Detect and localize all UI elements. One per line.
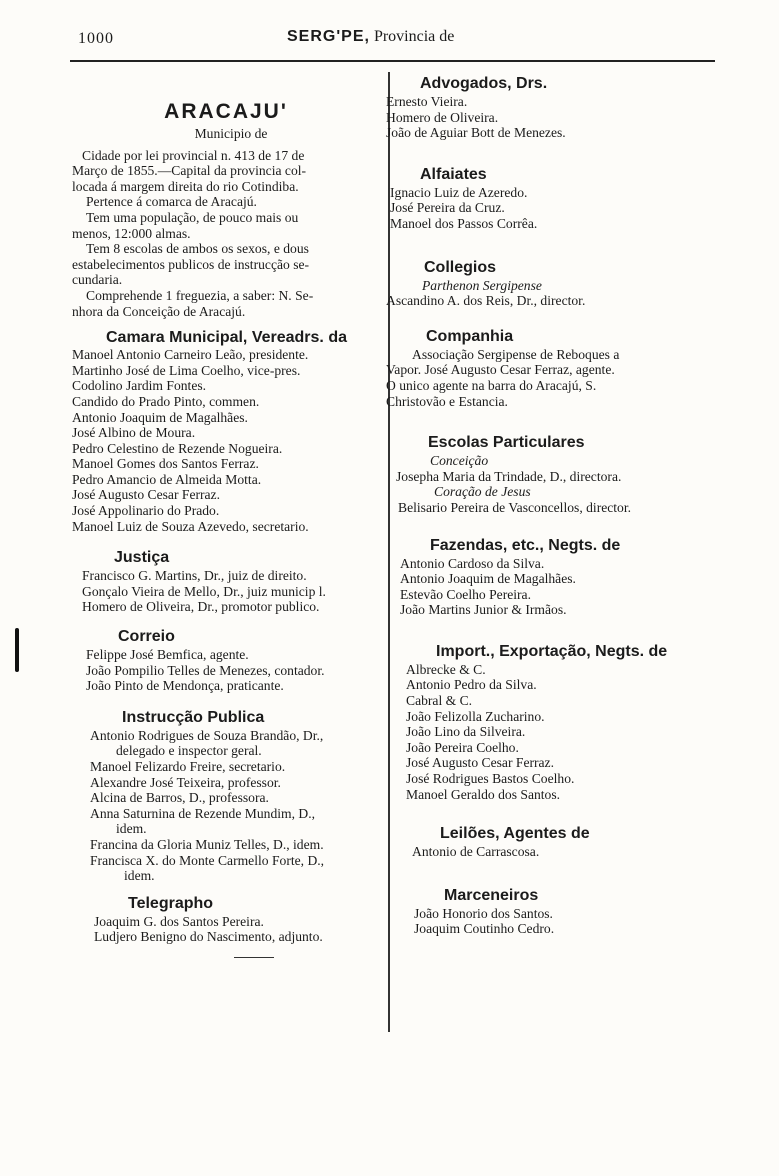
list-item: Antonio Joaquim de Magalhães. <box>72 409 248 425</box>
city-title: ARACAJU' <box>164 100 288 123</box>
list-item: delegado e inspector geral. <box>116 743 262 759</box>
list-item: José Augusto Cesar Ferraz. <box>406 755 554 771</box>
end-dash <box>234 957 274 959</box>
list-item: João de Aguiar Bott de Menezes. <box>386 125 566 141</box>
list-item: Martinho José de Lima Coelho, vice-pres. <box>72 362 301 378</box>
alfaiates-list <box>386 185 716 232</box>
camara-list <box>72 347 390 534</box>
intro-line: Tem uma população, de pouco mais ou <box>86 209 299 225</box>
list-item: Joaquim G. dos Santos Pereira. <box>94 913 264 929</box>
list-item: Francisco G. Martins, Dr., juiz de direito. <box>82 568 307 584</box>
list-item: João Pinto de Mendonça, praticante. <box>86 678 284 694</box>
list-item: Josepha Maria da Trindade, D., directora. <box>396 468 622 484</box>
section-heading-escolas: Escolas Particulares <box>428 434 585 452</box>
list-item: Antonio Cardoso da Silva. <box>400 555 545 571</box>
escola-name: Coração de Jesus <box>434 484 531 500</box>
list-item: Ernesto Vieira. <box>386 94 468 109</box>
list-item: Associação Sergipense de Reboques a <box>412 346 620 362</box>
section-heading-import: Import., Exportação, Negts. de <box>436 642 668 660</box>
import-list <box>386 662 716 802</box>
list-item: João Honorio dos Santos. <box>414 905 553 921</box>
list-item: Alcina de Barros, D., professora. <box>90 790 269 806</box>
list-item: Vapor. José Augusto Cesar Ferraz, agente. <box>386 362 615 378</box>
list-item: Pedro Amancio de Almeida Motta. <box>72 471 262 487</box>
intro-line: Cidade por lei provincial n. 413 de 17 de <box>82 147 305 163</box>
province-name: SERG'PE, <box>287 28 370 45</box>
intro-line: Março de 1855.—Capital da provincia col- <box>72 163 307 179</box>
section-heading-alfaiates: Alfaiates <box>420 165 487 183</box>
escola-name: Conceição <box>430 453 489 469</box>
section-heading-justica: Justiça <box>114 549 170 567</box>
list-item: José Pereira da Cruz. <box>390 200 505 216</box>
intro-paragraph <box>72 148 390 320</box>
list-item: Manoel Geraldo dos Santos. <box>406 786 561 802</box>
list-item: João Pereira Coelho. <box>406 739 519 755</box>
advogados-list <box>386 94 716 141</box>
section-heading-marceneiros: Marceneiros <box>444 886 539 904</box>
list-item: Belisario Pereira de Vasconcellos, director. <box>398 499 632 515</box>
section-heading-fazendas: Fazendas, etc., Negts. de <box>430 536 621 554</box>
section-heading-leiloes: Leilões, Agentes de <box>440 825 590 843</box>
list-item: Christovão e Estancia. <box>386 393 508 409</box>
province-label: Provincia de <box>373 28 455 45</box>
section-heading-correio: Correio <box>118 628 175 646</box>
list-item: João Pompilio Telles de Menezes, contador. <box>86 662 325 678</box>
list-item: Antonio Pedro da Silva. <box>406 677 537 693</box>
section-heading-camara: Camara Municipal, Vereadrs. da <box>106 329 347 347</box>
list-item: idem. <box>116 821 147 837</box>
intro-line: locada á margem direita do rio Cotindiba. <box>72 178 299 194</box>
section-heading-telegrapho: Telegrapho <box>128 894 214 912</box>
list-item: idem. <box>124 868 155 884</box>
list-item: Homero de Oliveira, Dr., promotor publico. <box>82 599 320 615</box>
margin-mark <box>15 628 19 672</box>
list-item: José Albino de Moura. <box>72 425 196 441</box>
companhia-list <box>386 347 716 409</box>
instrucao-list <box>72 728 390 884</box>
telegrapho-list <box>72 914 390 945</box>
list-item: Alexandre José Teixeira, professor. <box>90 774 281 790</box>
list-item: Manoel dos Passos Corrêa. <box>390 215 538 231</box>
fazendas-list <box>386 556 716 618</box>
header-rule <box>70 60 715 62</box>
list-item: Gonçalo Vieira de Mello, Dr., juiz municip l. <box>82 583 326 599</box>
section-heading-instrucao: Instrucção Publica <box>122 708 265 726</box>
list-item: Candido do Prado Pinto, commen. <box>72 393 260 409</box>
list-item: Felippe José Bemfica, agente. <box>86 647 249 663</box>
right-column <box>386 74 716 937</box>
list-item: José Rodrigues Bastos Coelho. <box>406 771 575 787</box>
intro-line: cundaria. <box>72 272 123 288</box>
list-item: Antonio de Carrascosa. <box>412 844 540 860</box>
list-item: Manoel Antonio Carneiro Leão, presidente. <box>72 347 309 363</box>
intro-line: nhora da Conceição de Aracajú. <box>72 303 246 319</box>
list-item: Ascandino A. dos Reis, Dr., director. <box>386 293 586 309</box>
collegio-name: Parthenon Sergipense <box>422 277 542 293</box>
list-item: Joaquim Coutinho Cedro. <box>414 921 555 937</box>
list-item: Manoel Felizardo Freire, secretario. <box>90 759 286 774</box>
list-item: Ludjero Benigno do Nascimento, adjunto. <box>94 929 323 945</box>
list-item: José Appolinario do Prado. <box>72 503 220 519</box>
intro-line: menos, 12:000 almas. <box>72 225 191 241</box>
list-item: Antonio Joaquim de Magalhães. <box>400 571 576 587</box>
list-item: Antonio Rodrigues de Souza Brandão, Dr., <box>90 727 324 743</box>
city-subtitle: Municipio de <box>194 126 268 141</box>
list-item: João Felizolla Zucharino. <box>406 708 545 724</box>
list-item: Ignacio Luiz de Azeredo. <box>390 184 528 200</box>
list-item: Estevão Coelho Pereira. <box>400 586 531 602</box>
list-item: Albrecke & C. <box>406 661 486 677</box>
intro-line: estabelecimentos publicos de instrucção se- <box>72 256 310 272</box>
marceneiros-list <box>386 906 716 937</box>
intro-line: Tem 8 escolas de ambos os sexos, e dous <box>86 241 309 257</box>
list-item: Manoel Gomes dos Santos Ferraz. <box>72 456 259 472</box>
list-item: João Lino da Silveira. <box>406 724 526 740</box>
list-item: José Augusto Cesar Ferraz. <box>72 487 220 503</box>
page-number: 1000 <box>78 30 114 47</box>
section-heading-companhia: Companhia <box>426 327 514 345</box>
list-item: Francisca X. do Monte Carmello Forte, D., <box>90 852 325 868</box>
list-item: Anna Saturnina de Rezende Mundim, D., <box>90 805 316 821</box>
list-item: Cabral & C. <box>406 693 473 709</box>
intro-line: Pertence á comarca de Aracajú. <box>86 194 257 210</box>
list-item: Homero de Oliveira. <box>386 109 499 125</box>
justica-list <box>72 568 390 615</box>
correio-list <box>72 647 390 694</box>
list-item: Pedro Celestino de Rezende Nogueira. <box>72 440 283 456</box>
left-column <box>72 100 390 958</box>
page-header <box>287 28 454 46</box>
section-heading-advogados: Advogados, Drs. <box>420 75 548 92</box>
list-item: Francina da Gloria Muniz Telles, D., idem. <box>90 836 324 852</box>
intro-line: Comprehende 1 freguezia, a saber: N. Se- <box>86 287 314 303</box>
list-item: O unico agente na barra do Aracajú, S. <box>386 377 597 393</box>
list-item: Manoel Luiz de Souza Azevedo, secretario. <box>72 518 309 534</box>
list-item: Codolino Jardim Fontes. <box>72 378 207 394</box>
section-heading-collegios: Collegios <box>424 258 497 276</box>
list-item: João Martins Junior & Irmãos. <box>400 602 567 618</box>
